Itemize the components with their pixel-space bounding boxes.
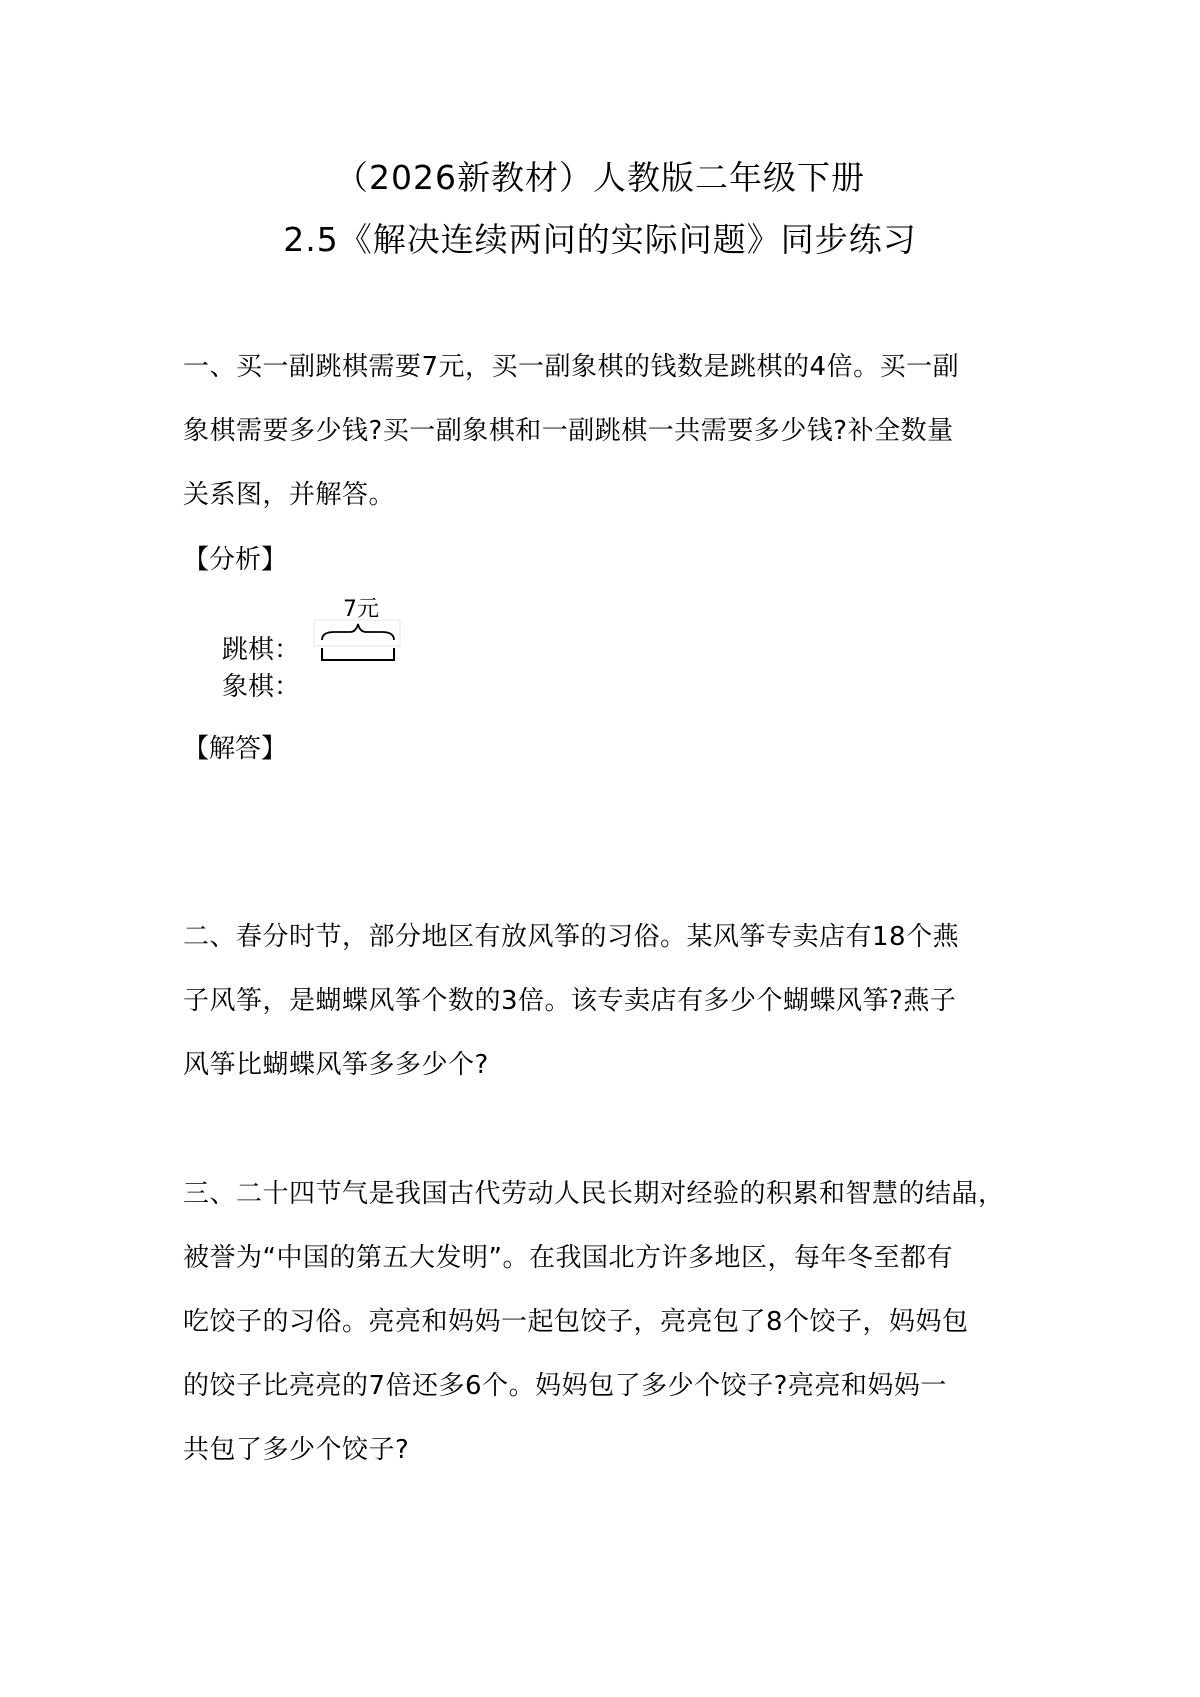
question-2 — [183, 905, 1043, 1097]
question-1-line: 一、买一副跳棋需要7元，买一副象棋的钱数是跳棋的4倍。买一副 — [183, 352, 960, 382]
title-line-2: 2.5《解决连续两问的实际问题》同步练习 — [283, 220, 917, 259]
question-3-line: 共包了多少个饺子? — [183, 1435, 410, 1465]
row-label-tiaoqi: 跳棋： — [222, 635, 301, 665]
question-3-line: 吃饺子的习俗。亮亮和妈妈一起包饺子，亮亮包了8个饺子，妈妈包 — [183, 1307, 969, 1337]
question-1-line: 象棋需要多少钱?买一副象棋和一副跳棋一共需要多少钱?补全数量 — [183, 416, 954, 446]
question-3 — [183, 1162, 1043, 1482]
segment-brace-icon — [312, 618, 402, 666]
segment-value-label: 7元 — [343, 597, 379, 622]
question-1 — [183, 335, 1043, 527]
question-2-line: 风筝比蝴蝶风筝多多少个? — [183, 1050, 489, 1080]
question-1-line: 关系图，并解答。 — [183, 480, 396, 510]
question-3-line: 三、二十四节气是我国古代劳动人民长期对经验的积累和智慧的结晶， — [183, 1179, 1005, 1209]
question-3-line: 被誉为“中国的第五大发明”。在我国北方许多地区，每年冬至都有 — [183, 1243, 953, 1273]
question-3-line: 的饺子比亮亮的7倍还多6个。妈妈包了多少个饺子?亮亮和妈妈一 — [183, 1371, 947, 1401]
question-2-line: 二、春分时节，部分地区有放风筝的习俗。某风筝专卖店有18个燕 — [183, 922, 960, 952]
row-label-xiangqi: 象棋： — [222, 672, 301, 702]
question-2-line: 子风筝，是蝴蝶风筝个数的3倍。该专卖店有多少个蝴蝶风筝?燕子 — [183, 986, 957, 1016]
title-line-1: （2026新教材）人教版二年级下册 — [335, 158, 865, 197]
analysis-label: 【分析】 — [183, 545, 288, 575]
answer-label: 【解答】 — [183, 734, 288, 764]
